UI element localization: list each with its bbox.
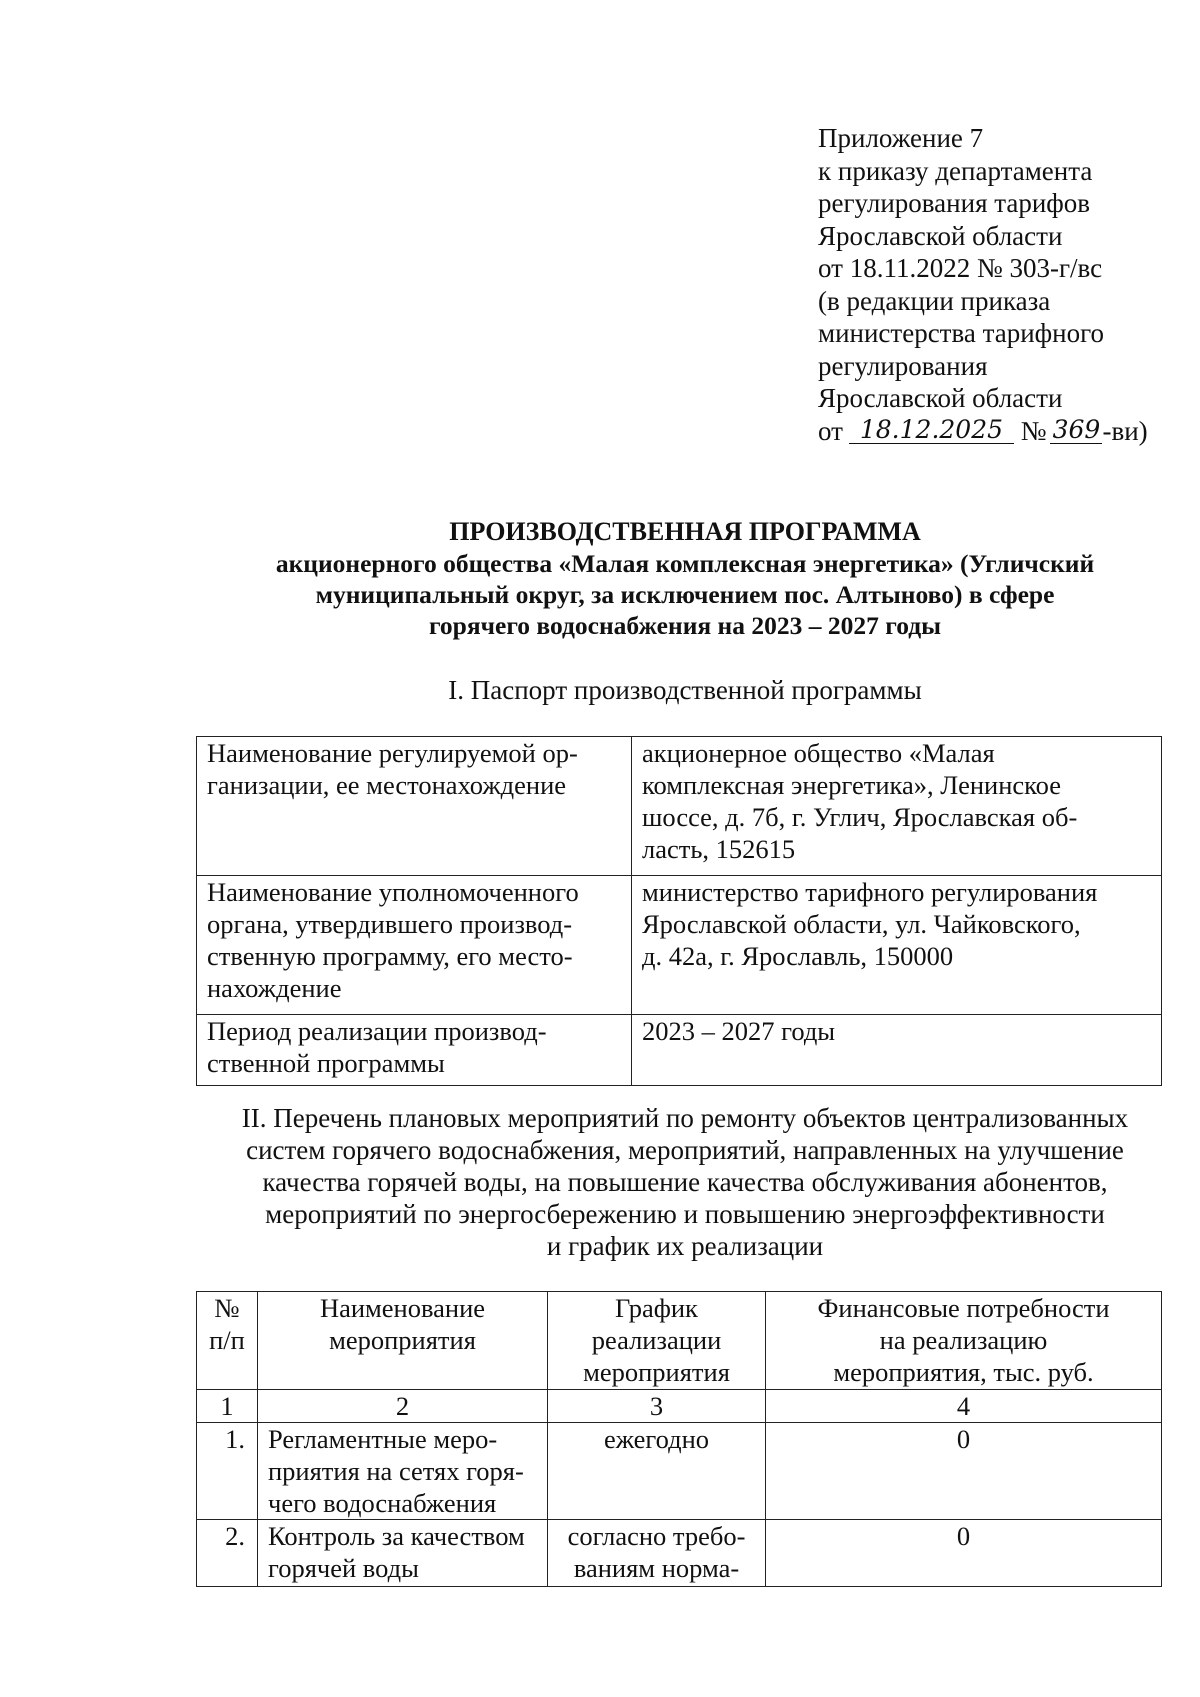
appendix-amendment-line	[818, 415, 1148, 448]
text-line: д. 42а, г. Ярославль, 150000	[642, 941, 954, 971]
text-line: министерство тарифного регулирования	[642, 877, 1098, 907]
section-1-heading: I. Паспорт производственной программы	[448, 675, 922, 705]
text-line: Период реализации производ-	[207, 1016, 547, 1046]
text-line: №	[214, 1293, 240, 1323]
appendix-line: к приказу департамента	[818, 155, 1093, 186]
text-line: горячей воды	[268, 1553, 419, 1583]
text-line: комплексная энергетика», Ленинское	[642, 770, 1062, 800]
text-line: Наименование уполномоченного	[207, 877, 579, 907]
text-line: График	[615, 1293, 698, 1323]
text-line: органа, утвердившего производ-	[207, 909, 573, 939]
text-line: мероприятия, тыс. руб.	[833, 1357, 1094, 1387]
text-line: ганизации, ее местонахождение	[207, 770, 567, 800]
heading-line: систем горячего водоснабжения, мероприятий, направленных на улучшение	[246, 1135, 1124, 1165]
text-line: Наименование	[319, 1293, 486, 1323]
measure-name	[258, 1423, 548, 1520]
table-row	[197, 1423, 1162, 1520]
column-number: 3	[548, 1390, 766, 1423]
text-line: на реализацию	[879, 1325, 1048, 1355]
appendix-line: регулирования	[818, 350, 988, 381]
appendix-block	[818, 122, 1148, 447]
measure-cost: 0	[766, 1423, 1162, 1520]
appendix-line: от 18.11.2022 № 303-г/вс	[818, 253, 1103, 283]
passport-label	[197, 737, 632, 876]
text-line: реализации	[591, 1325, 722, 1355]
title-line: горячего водоснабжения на 2023 – 2027 годы	[428, 611, 942, 640]
passport-label	[197, 876, 632, 1015]
appendix-prefix: от	[818, 415, 843, 446]
text-line: Наименование регулируемой ор-	[207, 738, 578, 768]
section-2-heading	[150, 1102, 1200, 1262]
passport-value	[632, 876, 1162, 1015]
passport-value	[632, 1015, 1162, 1086]
text-line: ваниям норма-	[573, 1553, 740, 1583]
text-line: Регламентные меро-	[268, 1424, 498, 1454]
measure-schedule	[548, 1520, 766, 1587]
title-line: акционерного общества «Малая комплексная энергетика» (Угличский	[275, 549, 1095, 578]
text-line: согласно требо-	[567, 1521, 746, 1551]
appendix-line: Приложение 7	[818, 123, 984, 153]
appendix-line: регулирования тарифов	[818, 188, 1091, 218]
row-number: 1.	[197, 1423, 258, 1520]
text-line: приятия на сетях горя-	[268, 1456, 524, 1486]
heading-line: качества горячей воды, на повышение качества обслуживания абонентов,	[262, 1167, 1108, 1197]
passport-label	[197, 1015, 632, 1086]
text-line: Контроль за качеством	[268, 1521, 525, 1551]
text-line: ласть, 152615	[642, 834, 796, 864]
text-line: Финансовые потребности	[817, 1293, 1110, 1323]
text-line: чего водоснабжения	[268, 1488, 497, 1518]
handwritten-number: 369	[1050, 417, 1102, 444]
text-line: мероприятия	[329, 1325, 476, 1355]
measure-cost: 0	[766, 1520, 1162, 1587]
header-cell-name	[258, 1292, 548, 1390]
text-line: ственной программы	[207, 1048, 445, 1078]
row-number: 2.	[197, 1520, 258, 1587]
heading-line: мероприятий по энергосбережению и повышению энергоэффективности	[265, 1199, 1105, 1229]
table-row	[197, 876, 1162, 1015]
document-title	[150, 516, 1200, 641]
passport-value	[632, 737, 1162, 876]
title-main: ПРОИЗВОДСТВЕННАЯ ПРОГРАММА	[449, 517, 921, 546]
column-number: 4	[766, 1390, 1162, 1423]
heading-line: и график их реализации	[546, 1231, 824, 1261]
header-cell-cost	[766, 1292, 1162, 1390]
text-line: шоссе, д. 7б, г. Углич, Ярославская об-	[642, 802, 1078, 832]
header-cell-number	[197, 1292, 258, 1390]
column-number: 2	[258, 1390, 548, 1423]
appendix-line: министерства тарифного	[818, 318, 1105, 348]
heading-line: II. Перечень плановых мероприятий по ремонту объектов централизованных	[241, 1103, 1129, 1133]
appendix-suffix: -ви)	[1102, 415, 1148, 446]
text-line: ежегодно	[603, 1424, 710, 1454]
measures-table	[196, 1291, 1162, 1587]
appendix-line: Ярославской области	[818, 383, 1063, 413]
passport-table	[196, 736, 1162, 1086]
measure-schedule	[548, 1423, 766, 1520]
column-number-row	[197, 1390, 1162, 1423]
text-line: нахождение	[207, 973, 342, 1003]
appendix-line: (в редакции приказа	[818, 285, 1051, 316]
table-row	[197, 737, 1162, 876]
text-line: 2023 – 2027 годы	[642, 1016, 836, 1046]
table-row	[197, 1015, 1162, 1086]
text-line: п/п	[209, 1325, 245, 1355]
text-line: мероприятия	[583, 1357, 730, 1387]
appendix-line: Ярославской области	[818, 220, 1063, 251]
number-sign: №	[1020, 415, 1047, 446]
table-row	[197, 1520, 1162, 1587]
column-number: 1	[197, 1390, 258, 1423]
measure-name	[258, 1520, 548, 1587]
handwritten-date: 18.12.2025	[849, 417, 1014, 444]
text-line: акционерное общество «Малая	[642, 738, 995, 768]
text-line: ственную программу, его место-	[207, 941, 573, 971]
text-line: Ярославской области, ул. Чайковского,	[642, 909, 1081, 939]
title-line: муниципальный округ, за исключением пос. Алтыново) в сфере	[315, 580, 1055, 609]
header-cell-schedule	[548, 1292, 766, 1390]
table-header-row	[197, 1292, 1162, 1390]
